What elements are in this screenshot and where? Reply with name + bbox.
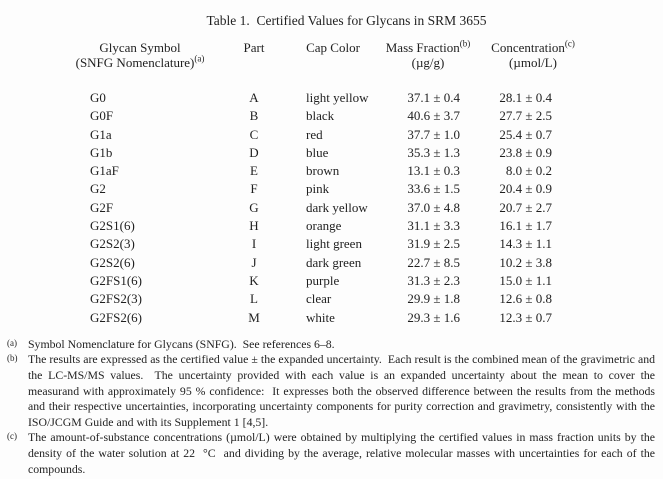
table-row [60, 290, 588, 308]
footnote-ref-a: (a) [194, 53, 205, 64]
part-cell: K [249, 272, 259, 288]
header-glycan-line2: (SNFG Nomenclature) [75, 55, 195, 70]
part-cell: B [249, 108, 259, 124]
cap-color-cell: pink [306, 181, 330, 197]
table-row [60, 199, 588, 217]
glycan-symbol-cell: G2S2(6) [90, 254, 135, 270]
cap-color-cell: clear [306, 291, 332, 307]
mass-fraction-cell: 29.9 ± 1.8 [407, 291, 460, 307]
table-row [60, 254, 588, 272]
concentration-cell: 12.6 ± 0.8 [499, 291, 552, 307]
part-cell: D [249, 144, 259, 160]
part-cell: F [250, 181, 258, 197]
table-row [60, 107, 588, 125]
glycan-symbol-cell: G2S1(6) [90, 218, 135, 234]
table-row [60, 235, 588, 253]
concentration-cell: 27.7 ± 2.5 [499, 108, 552, 124]
table-row [60, 217, 588, 235]
footnote-c-text: The amount-of-substance concentrations (µmol/L) were obtained by multiplying the certified values in mass fraction units by the density of the water solution at 22 °C and dividing by the average, relative molecular masses with uncertainties for each of the compounds. [28, 430, 655, 476]
concentration-cell: 12.3 ± 0.7 [499, 309, 552, 325]
header-mass-label: Mass Fraction [385, 40, 460, 55]
mass-fraction-cell: 37.0 ± 4.8 [407, 199, 460, 215]
cap-color-cell: light green [306, 236, 362, 252]
table-row [60, 89, 588, 107]
part-cell: G [249, 199, 259, 215]
footnote-a-text: Symbol Nomenclature for Glycans (SNFG). See references 6–8. [28, 336, 335, 351]
glycan-symbol-cell: G1a [90, 126, 112, 142]
table-title: Table 1. Certified Values for Glycans in SRM 3655 [206, 13, 487, 28]
header-mass-fraction [378, 40, 478, 89]
concentration-cell: 16.1 ± 1.7 [499, 218, 552, 234]
mass-fraction-cell: 31.1 ± 3.3 [407, 218, 460, 234]
glycan-symbol-cell: G2F [90, 199, 114, 215]
part-cell: A [249, 90, 259, 105]
concentration-cell: 20.4 ± 0.9 [499, 181, 552, 197]
glycan-symbol-cell: G2 [90, 181, 106, 197]
footnote-b-marker: (b) [7, 353, 18, 364]
cap-color-cell: orange [306, 218, 342, 234]
mass-fraction-cell: 35.3 ± 1.3 [407, 144, 460, 160]
glycan-symbol-cell: G1b [90, 144, 113, 160]
glycan-symbol-cell: G2FS1(6) [90, 272, 143, 288]
mass-fraction-cell: 29.3 ± 1.6 [407, 309, 460, 325]
part-cell: I [251, 236, 257, 252]
table-row [60, 162, 588, 180]
table-row [60, 309, 588, 327]
glycan-symbol-cell: G0F [90, 108, 114, 124]
footnote-ref-c: (c) [564, 38, 575, 49]
cap-color-cell: red [306, 126, 323, 142]
cap-color-cell: dark yellow [306, 199, 368, 215]
header-part: Part [243, 40, 265, 55]
cap-color-cell: black [306, 108, 335, 124]
footnote-c-marker: (c) [7, 431, 17, 442]
header-glycan-line1: Glycan Symbol [99, 40, 181, 55]
mass-fraction-cell: 22.7 ± 8.5 [407, 254, 460, 270]
footnote-a-marker: (a) [7, 337, 17, 348]
table-body [60, 89, 588, 327]
footnote-ref-b: (b) [459, 38, 471, 49]
header-glycan-symbol [60, 40, 220, 89]
table-row [60, 144, 588, 162]
cap-color-cell: dark green [306, 254, 362, 270]
glycan-symbol-cell: G2FS2(3) [90, 291, 143, 307]
part-cell: M [248, 309, 260, 325]
cap-color-cell: blue [306, 144, 329, 160]
concentration-cell: 14.3 ± 1.1 [499, 236, 552, 252]
mass-fraction-cell: 33.6 ± 1.5 [407, 181, 460, 197]
cap-color-cell: light yellow [306, 90, 369, 105]
glycan-symbol-cell: G0 [90, 90, 106, 105]
footnotes-section [0, 337, 663, 477]
concentration-cell: 15.0 ± 1.1 [499, 272, 552, 288]
table-row [60, 272, 588, 290]
part-cell: J [251, 254, 257, 270]
glycan-symbol-cell: G1aF [90, 163, 119, 179]
footnote-b [0, 352, 655, 430]
concentration-cell: 28.1 ± 0.4 [499, 90, 552, 105]
part-cell: H [249, 218, 259, 234]
part-cell: C [249, 126, 259, 142]
concentration-cell: 20.7 ± 2.7 [499, 199, 552, 215]
footnote-b-text: The results are expressed as the certified value ± the expanded uncertainty. Each result is the combined mean of the gravimetric and the LC-MS/MS values. The uncertainty provided with each value is an expanded uncertainty about the mean to cover the measurand with approximately 95 % confidence: It expresses both the observed difference between the results from the methods and their respective uncertainties, incorporating uncertainty components for purity correction and gravimetry, consistently with the ISO/JCGM Guide and with its Supplement 1 [4,5]. [28, 352, 655, 429]
table-header [60, 40, 588, 89]
header-conc-units: (µmol/L) [509, 55, 557, 70]
header-conc-label: Concentration [491, 40, 565, 55]
mass-fraction-cell: 31.9 ± 2.5 [407, 236, 460, 252]
header-row [60, 40, 588, 89]
mass-fraction-cell: 37.1 ± 0.4 [407, 90, 460, 105]
header-cap-color: Cap Color [306, 40, 360, 55]
concentration-cell: 25.4 ± 0.7 [499, 126, 552, 142]
header-mass-units: (µg/g) [411, 55, 445, 70]
glycan-symbol-cell: G2S2(3) [90, 236, 135, 252]
glycan-symbol-cell: G2FS2(6) [90, 309, 143, 325]
part-cell: E [250, 163, 258, 179]
mass-fraction-cell: 31.3 ± 2.3 [407, 272, 460, 288]
cap-color-cell: white [306, 309, 335, 325]
concentration-cell: 8.0 ± 0.2 [505, 163, 552, 179]
cap-color-cell: brown [306, 163, 340, 179]
table-row [60, 180, 588, 198]
mass-fraction-cell: 40.6 ± 3.7 [407, 108, 460, 124]
cap-color-cell: purple [306, 272, 340, 288]
concentration-cell: 10.2 ± 3.8 [499, 254, 552, 270]
part-cell: L [250, 291, 258, 307]
table-row [60, 126, 588, 144]
header-concentration [478, 40, 588, 89]
glycan-table [60, 40, 588, 327]
mass-fraction-cell: 37.7 ± 1.0 [407, 126, 460, 142]
footnote-a [0, 337, 655, 353]
footnote-c [0, 430, 655, 477]
mass-fraction-cell: 13.1 ± 0.3 [407, 163, 460, 179]
concentration-cell: 23.8 ± 0.9 [499, 144, 552, 160]
